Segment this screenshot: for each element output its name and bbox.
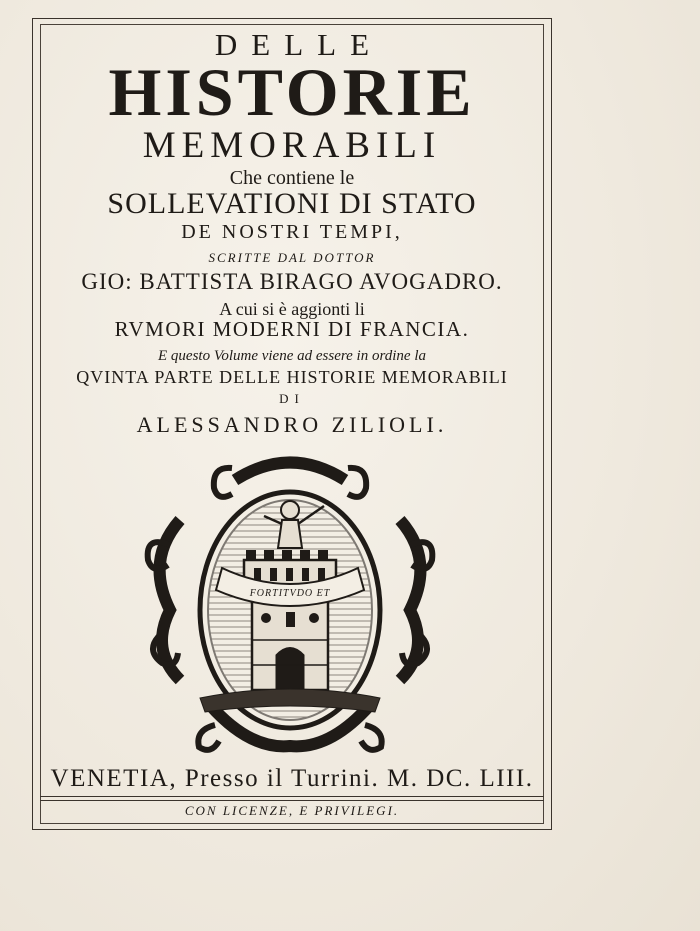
byline-scritte: SCRITTE DAL DOTTOR bbox=[208, 250, 376, 265]
title-line-memorabili: MEMORABILI bbox=[142, 125, 442, 166]
subtitle-che-contiene: Che contiene le bbox=[229, 167, 355, 189]
line-alessandro-zilioli: ALESSANDRO ZILIOLI. bbox=[136, 412, 448, 437]
line-questo-volume: E questo Volume viene ad essere in ordine la bbox=[158, 348, 426, 364]
printers-device-emblem bbox=[140, 450, 440, 755]
line-quinta-parte: QVINTA PARTE DELLE HISTORIE MEMORABILI bbox=[76, 367, 508, 387]
title-line-delle: DELLE bbox=[214, 27, 384, 62]
imprint-venetia: VENETIA, Presso il Turrini. M. DC. LIII. bbox=[50, 765, 534, 792]
line-di: DI bbox=[279, 391, 305, 406]
imprint-licenze: CON LICENZE, E PRIVILEGI. bbox=[184, 803, 400, 818]
subtitle-sollevationi: SOLLEVATIONI DI STATO bbox=[107, 187, 477, 220]
title-line-historie: HISTORIE bbox=[108, 54, 476, 130]
line-rumori: RVMORI MODERNI DI FRANCIA. bbox=[114, 317, 470, 341]
subtitle-nostri-tempi: DE NOSTRI TEMPI, bbox=[181, 221, 403, 243]
author-name: GIO: BATTISTA BIRAGO AVOGADRO. bbox=[81, 269, 503, 294]
imprint-rule-bottom bbox=[40, 800, 544, 801]
line-a-cui: A cui si è aggionti li bbox=[219, 299, 365, 319]
imprint-rule-top bbox=[40, 796, 544, 797]
emblem-motto: FORTITVDO ET bbox=[249, 588, 331, 599]
